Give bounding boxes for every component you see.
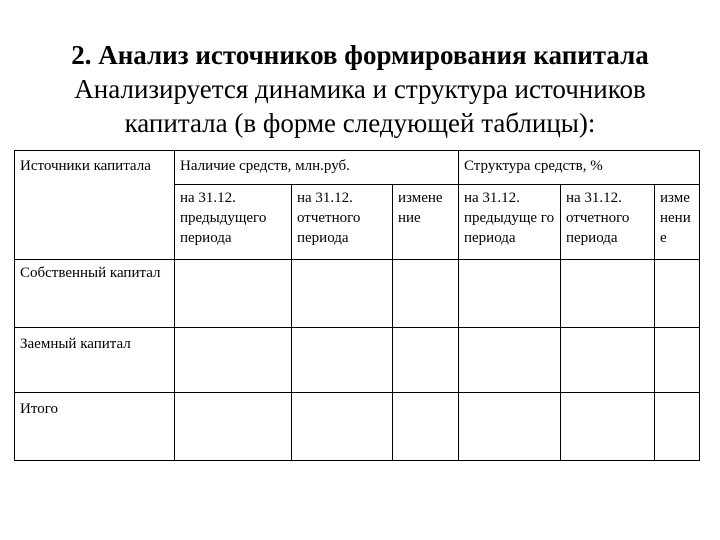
table-row-equity: [15, 260, 700, 328]
row-label-total: Итого: [15, 393, 175, 461]
table-cell: [561, 393, 655, 461]
table-cell: [175, 328, 292, 393]
slide-title: [0, 38, 720, 140]
header-structure-change: изме нени е: [655, 185, 700, 260]
table-cell: [655, 260, 700, 328]
table-row-total: [15, 393, 700, 461]
row-label-equity: Собственный капитал: [15, 260, 175, 328]
table-cell: [292, 328, 393, 393]
capital-sources-table: [14, 150, 700, 461]
table-cell: [393, 260, 459, 328]
header-capital-sources: Источники капитала: [15, 151, 175, 260]
header-structure-current: на 31.12. отчетного периода: [561, 185, 655, 260]
header-availability-current: на 31.12. отчетного периода: [292, 185, 393, 260]
table-cell: [561, 260, 655, 328]
table-cell: [292, 393, 393, 461]
table-cell: [561, 328, 655, 393]
table-cell: [292, 260, 393, 328]
row-label-borrowed: Заемный капитал: [15, 328, 175, 393]
slide-subtitle-line-2: капитала (в форме следующей таблицы):: [124, 108, 596, 138]
header-structure-prev: на 31.12. предыдуще го периода: [459, 185, 561, 260]
table-row-borrowed: [15, 328, 700, 393]
slide-subtitle-line-1: Анализируется динамика и структура источников: [74, 74, 646, 104]
slide-heading: 2. Анализ источников формирования капитала: [71, 40, 649, 70]
table-cell: [655, 328, 700, 393]
table-cell: [393, 328, 459, 393]
table-cell: [459, 260, 561, 328]
table-cell: [175, 393, 292, 461]
table-cell: [655, 393, 700, 461]
table-cell: [459, 393, 561, 461]
header-availability-group: Наличие средств, млн.руб.: [175, 151, 459, 185]
table-cell: [393, 393, 459, 461]
table-cell: [459, 328, 561, 393]
header-availability-change: измене ние: [393, 185, 459, 260]
header-availability-prev: на 31.12. предыдущего периода: [175, 185, 292, 260]
table-header-row-1: [15, 151, 700, 185]
header-structure-group: Структура средств, %: [459, 151, 700, 185]
table-cell: [175, 260, 292, 328]
